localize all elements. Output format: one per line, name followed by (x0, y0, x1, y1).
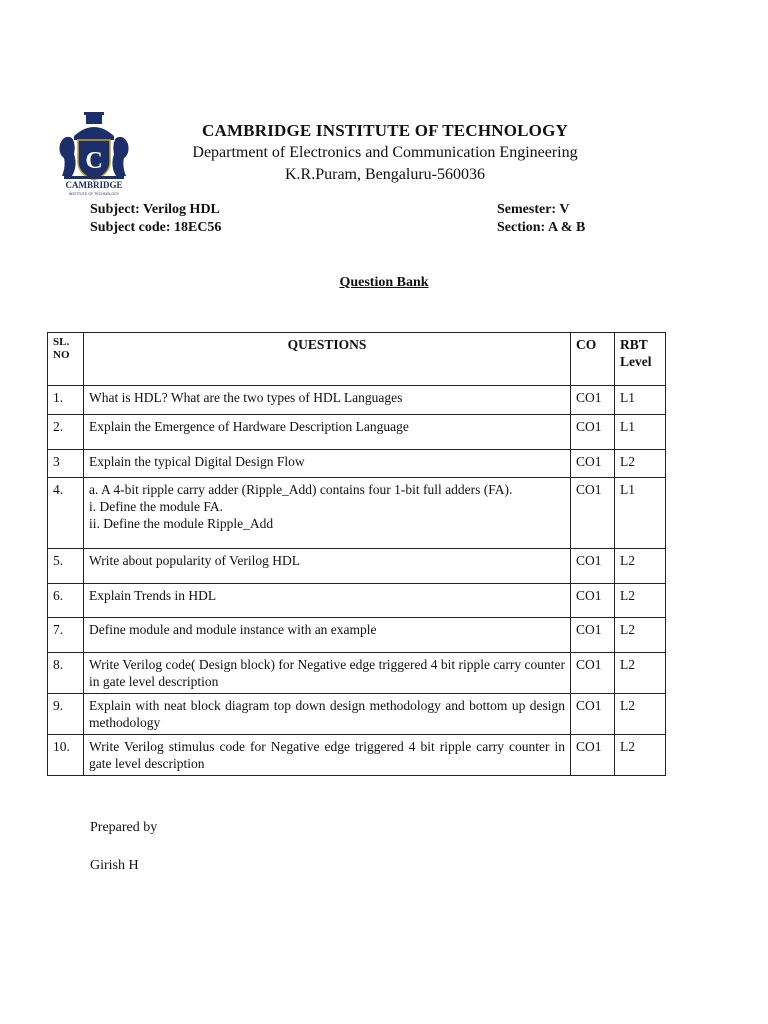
table-row (48, 584, 666, 618)
semester: Semester: V (497, 202, 570, 217)
row-rbt-level: L2 (615, 549, 666, 584)
table-row (48, 618, 666, 653)
row-sl-no: 8. (48, 653, 84, 694)
row-question (84, 653, 571, 694)
question-line: Write Verilog stimulus code for Negative edge triggered 4 bit ripple carry counter in gate level description (89, 739, 565, 771)
row-sl-no: 2. (48, 415, 84, 450)
preparer-name: Girish H (90, 858, 139, 873)
svg-text:C: C (85, 148, 103, 174)
row-rbt-level: L2 (615, 694, 666, 735)
question-line: Define module and module instance with an example (89, 622, 377, 637)
row-question (84, 694, 571, 735)
question-bank-title: Question Bank (339, 275, 429, 290)
table-header-row (48, 333, 666, 386)
question-line: Explain the typical Digital Design Flow (89, 454, 305, 469)
row-question (84, 584, 571, 618)
document-header (150, 120, 620, 186)
row-co: CO1 (571, 618, 615, 653)
table-row (48, 549, 666, 584)
question-line: ii. Define the module Ripple_Add (89, 516, 274, 531)
row-co: CO1 (571, 478, 615, 549)
row-sl-no: 4. (48, 478, 84, 549)
question-line: Explain with neat block diagram top down design methodology and bottom up design methodology (89, 698, 565, 730)
row-co: CO1 (571, 415, 615, 450)
row-co: CO1 (571, 653, 615, 694)
table-row (48, 694, 666, 735)
section: Section: A & B (497, 220, 586, 235)
row-co: CO1 (571, 386, 615, 415)
question-line: Explain Trends in HDL (89, 588, 217, 603)
row-question (84, 386, 571, 415)
row-rbt-level: L1 (615, 386, 666, 415)
row-sl-no: 3 (48, 450, 84, 478)
question-line: What is HDL? What are the two types of HDL Languages (89, 390, 403, 405)
row-rbt-level: L2 (615, 584, 666, 618)
institute-address: K.R.Puram, Bengaluru-560036 (285, 166, 485, 183)
header-questions: QUESTIONS (84, 333, 571, 386)
table-row (48, 653, 666, 694)
subject-code: Subject code: 18EC56 (90, 220, 222, 235)
table-row (48, 735, 666, 776)
row-question (84, 478, 571, 549)
subject: Subject: Verilog HDL (90, 202, 220, 217)
row-rbt-level: L1 (615, 415, 666, 450)
svg-text:CAMBRIDGE: CAMBRIDGE (65, 180, 123, 190)
department-name: Department of Electronics and Communication Engineering (192, 144, 578, 161)
row-rbt-level: L2 (615, 450, 666, 478)
row-question (84, 549, 571, 584)
table-row (48, 386, 666, 415)
header-sl-no: SL. NO (48, 333, 84, 386)
header-co: CO (571, 333, 615, 386)
row-rbt-level: L2 (615, 735, 666, 776)
row-rbt-level: L2 (615, 653, 666, 694)
row-co: CO1 (571, 584, 615, 618)
row-sl-no: 5. (48, 549, 84, 584)
row-sl-no: 6. (48, 584, 84, 618)
question-line: Write Verilog code( Design block) for Negative edge triggered 4 bit ripple carry counter in gate level description (89, 657, 565, 689)
header-rbt-level: RBT Level (615, 333, 666, 386)
table-row (48, 415, 666, 450)
row-question (84, 618, 571, 653)
row-question (84, 450, 571, 478)
svg-text:INSTITUTE OF TECHNOLOGY: INSTITUTE OF TECHNOLOGY (68, 192, 120, 196)
institute-name: CAMBRIDGE INSTITUTE OF TECHNOLOGY (201, 121, 569, 140)
row-sl-no: 10. (48, 735, 84, 776)
row-rbt-level: L1 (615, 478, 666, 549)
question-table (47, 332, 666, 776)
row-co: CO1 (571, 549, 615, 584)
question-line: i. Define the module FA. (89, 499, 223, 514)
table-row (48, 478, 666, 549)
row-co: CO1 (571, 694, 615, 735)
row-rbt-level: L2 (615, 618, 666, 653)
row-question (84, 415, 571, 450)
question-line: a. A 4-bit ripple carry adder (Ripple_Add) contains four 1-bit full adders (FA). (89, 482, 513, 497)
question-rows (48, 386, 666, 776)
row-sl-no: 7. (48, 618, 84, 653)
row-sl-no: 1. (48, 386, 84, 415)
row-sl-no: 9. (48, 694, 84, 735)
question-line: Explain the Emergence of Hardware Description Language (89, 419, 409, 434)
row-question (84, 735, 571, 776)
row-co: CO1 (571, 450, 615, 478)
table-row (48, 450, 666, 478)
question-line: Write about popularity of Verilog HDL (89, 553, 301, 568)
prepared-by-label: Prepared by (90, 820, 158, 835)
institute-logo (54, 110, 134, 196)
row-co: CO1 (571, 735, 615, 776)
